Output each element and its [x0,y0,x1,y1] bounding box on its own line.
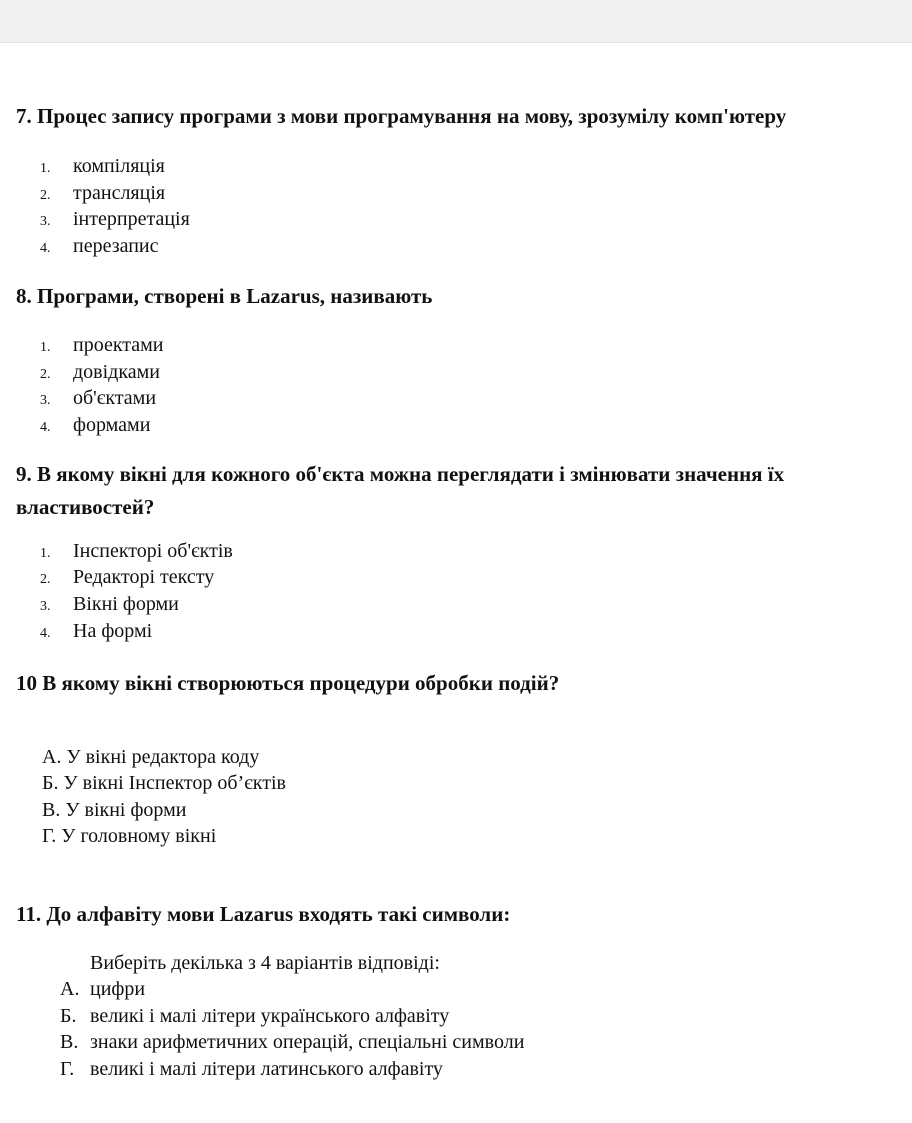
question-9-option-4: 4. На формі [40,620,153,642]
question-9-option-3: 3. Вікні форми [40,593,179,615]
question-8-option-4: 4. формами [40,414,151,436]
question-10-title: 10 В якому вікні створюються процедури обробки подій? [16,671,560,695]
question-10-option-v: В. У вікні форми [42,799,187,821]
question-11-hint: Виберіть декілька з 4 варіантів відповіді: [90,952,440,974]
question-11-option-a: А. цифри [60,978,146,1000]
question-10-option-a: А. У вікні редактора коду [42,746,260,768]
question-11-option-v: В. знаки арифметичних операцій, спеціальні символи [60,1031,525,1053]
question-8-option-2: 2. довідками [40,361,161,383]
question-10-option-b: Б. У вікні Інспектор об’єктів [42,772,286,794]
question-7-option-2: 2. трансляція [40,182,166,204]
question-9-option-2: 2. Редакторі тексту [40,566,215,588]
question-8-title: 8. Програми, створені в Lazarus, називають [16,284,433,308]
question-7-option-1: 1. компіляція [40,155,165,177]
question-7-option-4: 4. перезапис [40,235,159,257]
question-11-option-b: Б. великі і малі літери українського алфавіту [60,1005,450,1027]
question-9-option-1: 1. Інспекторі об'єктів [40,540,233,562]
question-8-option-1: 1. проектами [40,334,164,356]
question-11-title: 11. До алфавіту мови Lazarus входять такі символи: [16,902,511,926]
question-11-option-h: Г. великі і малі літери латинського алфавіту [60,1058,443,1080]
question-9-title: 9. В якому вікні для кожного об'єкта можна переглядати і змінювати значення їх властивостей? [16,462,785,519]
question-7-option-3: 3. інтерпретація [40,208,190,230]
question-7-title: 7. Процес запису програми з мови програмування на мову, зрозумілу комп'ютеру [16,104,787,128]
question-10-option-h: Г. У головному вікні [42,825,217,847]
question-8-option-3: 3. об'єктами [40,387,157,409]
